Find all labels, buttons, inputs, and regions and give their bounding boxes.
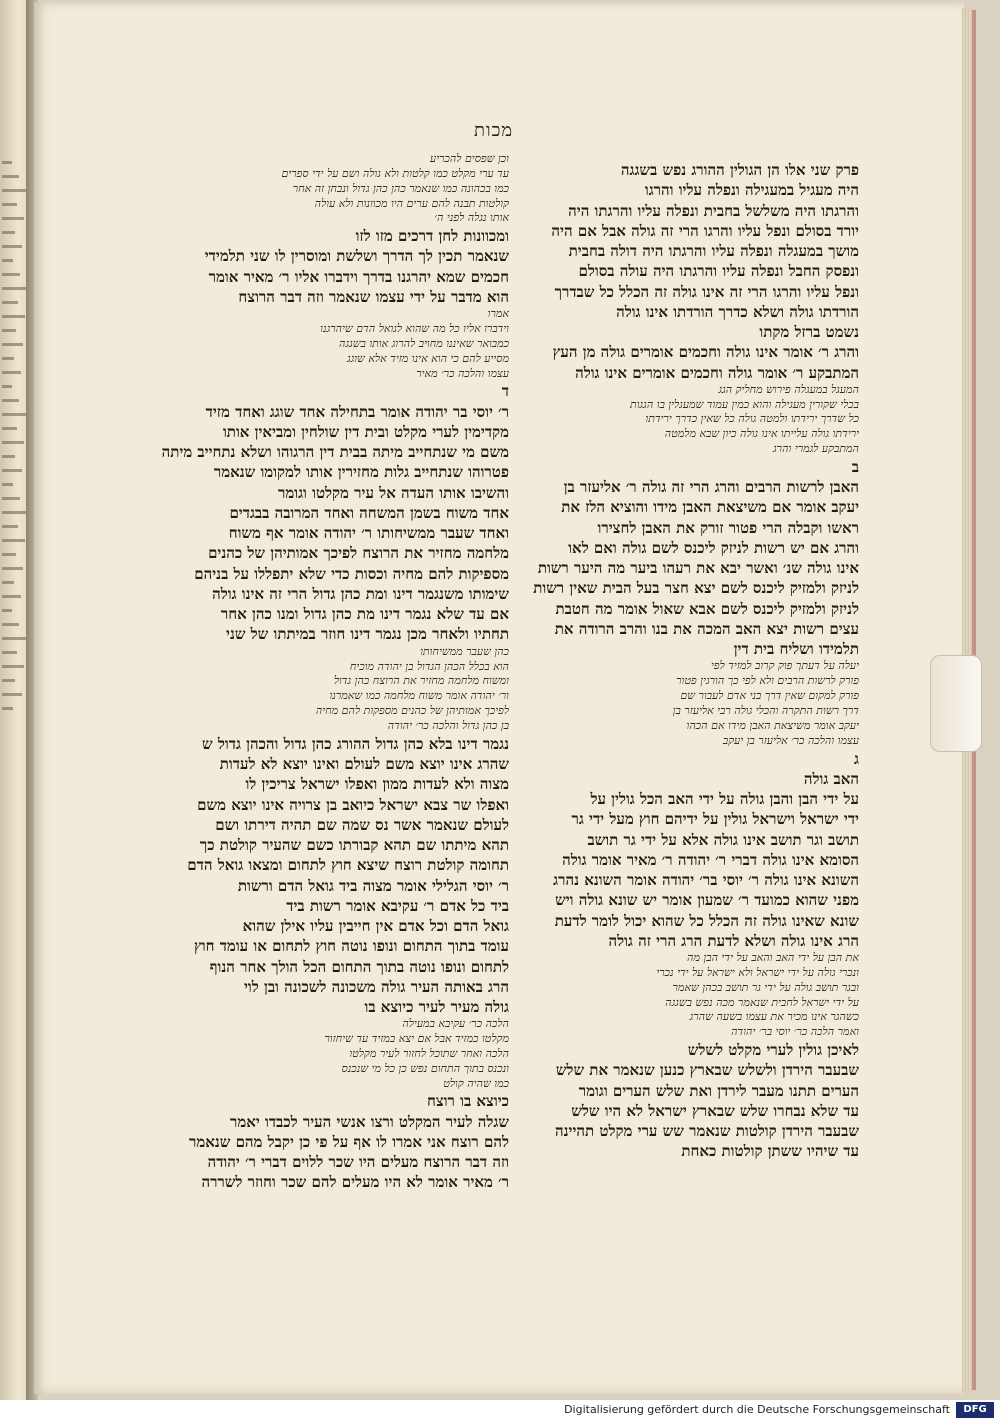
footer-bar bbox=[0, 1400, 1000, 1421]
left-page-line-fragment bbox=[2, 469, 22, 472]
text-line: לניזק ולמזיק ליכנס לשם יצא חצר בעל הבית שאין רשות bbox=[533, 579, 859, 598]
left-page-line-fragment bbox=[2, 427, 17, 430]
text-line: ד bbox=[501, 382, 509, 401]
bookmark-tab bbox=[930, 655, 982, 752]
text-line: מצוה ולא לעדות ממון ואפלו ישראל צריכין לו bbox=[245, 775, 509, 794]
commentary-line: אותו נגלה לפני ה׳ bbox=[434, 211, 509, 225]
commentary-line: ונכרי גולה על ידי ישראל ולא ישראל על ידי נכרי bbox=[656, 965, 859, 979]
left-page-line-fragment bbox=[2, 273, 20, 276]
text-line: והרג אם יש רשות לניזק ליכנס לשם גולה ואם לאו bbox=[568, 538, 859, 557]
commentary-line: ומשוח מלחמה מחזיר את הרוצח כהן גדול bbox=[333, 674, 509, 688]
text-line: שימותו משנגמר דינו ומת כהן גדול הרי זה אינו גולה bbox=[212, 584, 509, 603]
text-line: פרק שני אלו הן הגולין ההורג נפש בשגגה bbox=[620, 161, 859, 179]
left-page-line-fragment bbox=[2, 553, 16, 556]
commentary-line: כמבואר שאיננו מחויב להרוג אותו בשגגה bbox=[339, 336, 509, 350]
text-line: תלמידו ושליח בית דין bbox=[733, 640, 859, 659]
commentary-line: על ידי ישראל לחבית שנאמר מכה נפש בשגגה bbox=[665, 995, 859, 1009]
commentary-line: יעלה על דעתך פוק קרוב למזיד לפי bbox=[710, 659, 859, 673]
text-line: הורדתו גולה ושלא כדרך הורדתו אינו גולה bbox=[616, 302, 859, 321]
left-page-line-fragment bbox=[2, 665, 24, 668]
text-line: והשיבו אותו העדה אל עיר מקלטו וגומר bbox=[278, 483, 509, 502]
commentary-line: הלכה ואחר שתוכל לחזור לעיר מקלטו bbox=[349, 1046, 509, 1060]
text-line: עד שלא נבחרו שלש שבארץ ישראל לא היו שלש bbox=[571, 1101, 859, 1120]
text-line: וזה דבר הרוצח מעלים היו שכר ללוים דברי ר׳ יהודה bbox=[207, 1153, 509, 1172]
left-page-line-fragment bbox=[2, 511, 27, 514]
text-line: והרגתו היה משלשל בחבית ונפלה עליו והרגתו היה bbox=[568, 201, 859, 220]
text-line: תושב וגר תושב אינו גולה אלא על ידי גר תושב bbox=[587, 830, 859, 849]
left-page-line-fragment bbox=[2, 567, 23, 570]
text-line: על ידי הבן והבן גולה על ידי האב הכל גולין על bbox=[590, 790, 859, 809]
commentary-line: וידברו אליו כל מה שהוא לגואל הדם שיהרגנו bbox=[320, 322, 509, 336]
left-page-text-fragments bbox=[2, 150, 28, 721]
commentary-line: המעגל במעגלה פירוש מחליק הגג bbox=[718, 382, 859, 396]
left-page-line-fragment bbox=[2, 259, 13, 262]
text-line: חכמים שמא יהרגנו בדרך וידברו אליו ר׳ מאיר אומר bbox=[208, 267, 509, 286]
text-line: ביד כל אדם ר׳ עקיבא אומר רשות ביד bbox=[286, 896, 509, 915]
left-page-line-fragment bbox=[2, 441, 24, 444]
text-line: שהרג אינו יוצא משם לעולם ואינו יוצא לא לעדות bbox=[219, 755, 509, 773]
text-line: הערים תתנו מעבר לירדן ואת שלש הערים וגומר bbox=[578, 1081, 859, 1100]
left-page-line-fragment bbox=[2, 623, 19, 626]
commentary-line: מסייע להם כי הוא אינו מזיד אלא שוגג bbox=[346, 351, 509, 365]
left-page-line-fragment bbox=[2, 525, 18, 528]
text-line: עצים רשות יצא האב המכה את בנו והרב הרודה את bbox=[554, 619, 859, 638]
commentary-line: ואמר הלכה כר׳ יוסי בר׳ יהודה bbox=[731, 1025, 859, 1039]
text-line: אינו גולה שנ׳ ואשר יבא את רעהו ביער מה היער רשות bbox=[537, 559, 859, 578]
text-line: ר׳ מאיר אומר לא היו מעלים להם שכר וחוזר לשררה bbox=[201, 1173, 509, 1192]
text-line: ג bbox=[854, 749, 859, 768]
text-line: פטרוהו שנתחייב גלות מחזירין אותו למקומו שנאמר bbox=[213, 463, 509, 482]
text-line: ר׳ יוסי הגלילי אומר מצוה ביד גואל הדם ורשות bbox=[237, 876, 509, 895]
commentary-line: דרך רשות התקרה והכלי גולה רבי אליעזר בן bbox=[672, 704, 859, 717]
commentary-line: כהן שעבר ממשיחותו bbox=[420, 644, 509, 658]
commentary-line: פורק למקום שאין דרך בני אדם לעבור שם bbox=[680, 689, 859, 703]
text-line: שנאמר תכין לך הדרך ושלשת ומוסרין לו שני תלמידי bbox=[204, 247, 509, 266]
left-page-line-fragment bbox=[2, 455, 15, 458]
text-line: שבעבר הירדן ולשלש שבארץ כנען שנאמר את שלש bbox=[555, 1061, 859, 1080]
commentary-line: וכן שפסים להכריע bbox=[429, 152, 509, 165]
commentary-line: בכלי שקורין מעגילה והוא כמין עמוד שמעגלין בו הגגות bbox=[630, 397, 859, 411]
page bbox=[34, 2, 964, 1394]
commentary-line: ונכנס בתוך התחום נפש כן כל מי שנכנס bbox=[341, 1061, 509, 1075]
left-page-line-fragment bbox=[2, 581, 14, 584]
text-line: היה מעגיל במעגילה ונפלה עליו והרגו bbox=[644, 181, 859, 200]
commentary-line: הלכה כר׳ עקיבא במעילה bbox=[402, 1017, 509, 1031]
commentary-line: עצמו והלכה כר׳ אליעזר בן יעקב bbox=[722, 733, 859, 747]
left-page-line-fragment bbox=[2, 357, 14, 360]
right-text-column bbox=[514, 160, 859, 1162]
text-line: גולה מעיר לעיר כיוצא בו bbox=[364, 998, 509, 1016]
left-page-line-fragment bbox=[2, 413, 26, 416]
text-line: תחתיו ולאחר מכן נגמר דינו חוזר במיתתו של שני bbox=[226, 625, 509, 644]
commentary-line: יעקב אומר משיצאת האבן מידו אם הכהו bbox=[686, 718, 859, 732]
text-line: אם עד שלא נגמר דינו מת כהן גדול ומנו כהן אחר bbox=[220, 605, 509, 624]
text-line: ר׳ יוסי בר יהודה אומר בתחילה אחד שוגג ואחד מזיד bbox=[205, 402, 509, 421]
text-line: ומכוונות לחן דרכים מזו לזו bbox=[355, 227, 509, 246]
commentary-line: בן כהן גדול והלכה כר׳ יהודה bbox=[387, 718, 509, 732]
left-page-line-fragment bbox=[2, 315, 25, 318]
running-title: מכות bbox=[474, 120, 514, 141]
commentary-line: כמו שהיה קולט bbox=[443, 1076, 509, 1090]
text-line: ונפל עליו והרגו הרי זה אינו גולה זה הכלל כל שבדרך bbox=[554, 282, 859, 301]
commentary-line: את הבן על ידי האב והאב על ידי הבן מה bbox=[687, 951, 859, 965]
left-page-line-fragment bbox=[2, 679, 15, 682]
left-page-line-fragment bbox=[2, 637, 26, 640]
text-line: שבעבר הירדן קולטות שנאמר שש ערי מקלט תהיינה bbox=[555, 1122, 859, 1141]
left-page-line-fragment bbox=[2, 217, 24, 220]
left-page-line-fragment bbox=[2, 693, 22, 696]
text-line: לניזק ולמזיק ליכנס לשם אבא שאול אומר מה חטבת bbox=[555, 599, 859, 618]
text-line: לעולם שנאמר אשר נס שמה שם תהיה דירתו ושם bbox=[215, 815, 509, 834]
text-line: תחומה קולטת רוצח שיצא חוץ לתחום ומצאו גואל הדם bbox=[187, 856, 509, 875]
text-line: ואחד שעבר ממשיחותו ר׳ יהודה אומר אף משוח bbox=[228, 524, 509, 543]
left-page-line-fragment bbox=[2, 287, 27, 290]
text-line: כיוצא בו רוצח bbox=[426, 1092, 509, 1111]
text-line: לאיכן גולין לערי מקלט לשלש bbox=[687, 1041, 859, 1060]
left-page-line-fragment bbox=[2, 245, 22, 248]
left-page-line-fragment bbox=[2, 175, 19, 178]
text-line: ידי ישראל וישראל גולין על ידיהם חוץ מעל ידי גר bbox=[571, 810, 859, 829]
left-page-line-fragment bbox=[2, 343, 23, 346]
commentary-line: ירידתו גולה עלייתו אינו גולה כיון שבא מלמטה bbox=[664, 427, 859, 441]
funding-credit: Digitalisierung gefördert durch die Deutsche Forschungsgemeinschaft bbox=[564, 1403, 950, 1416]
left-page-line-fragment bbox=[2, 329, 16, 332]
text-line: אחד משוח בשמן המשחה ואחד המרובה בבגדים bbox=[229, 503, 509, 522]
text-line: השונא אינו גולה ר׳ יוסי בר׳ יהודה אומר השונא נהרג bbox=[553, 871, 859, 890]
text-line: ב bbox=[851, 457, 859, 476]
text-line: מספיקות להם מחיה וכסות כדי שלא יתפללו על בניהם bbox=[194, 564, 509, 583]
left-text-column bbox=[114, 152, 509, 1193]
commentary-line: ור׳ יהודה אומר משוח מלחמה כמו שאמרנו bbox=[329, 689, 509, 703]
left-page-line-fragment bbox=[2, 609, 12, 612]
text-line: מפני שהוא כמועד ר׳ שמעון אומר יש שונא גולה ויש bbox=[555, 891, 859, 910]
commentary-line: עד ערי מקלט כמו קלטות ולא גולה ושם על ידי ספרים bbox=[281, 166, 509, 180]
left-page-line-fragment bbox=[2, 161, 12, 164]
text-line: והרג ר׳ אומר אינו גולה וחכמים אומרים גולה מן העץ bbox=[552, 343, 859, 362]
left-page-line-fragment bbox=[2, 651, 17, 654]
left-page-line-fragment bbox=[2, 231, 15, 234]
left-page-line-fragment bbox=[2, 483, 13, 486]
text-line: נגמר דינו בלא כהן גדול ההורג כהן גדול והכהן גדול ש bbox=[202, 734, 509, 753]
left-page-line-fragment bbox=[2, 301, 18, 304]
commentary-line: המתבקע לגמרי והרג bbox=[773, 442, 859, 456]
text-line: הרג אינו גולה ושלא לדעת הרג הרי זה גולה bbox=[608, 931, 859, 950]
text-line: מושך במעגלה ונפלה עליו והרגתו היה דולה בחבית bbox=[568, 242, 859, 260]
text-line: הרג באותה העיר גולה משכונה לשכונה ובן לוי bbox=[243, 977, 509, 996]
text-line: האבן לרשות הרבים והרג הרי זה גולה ר׳ אליעזר בן bbox=[563, 478, 859, 497]
text-line: ואפלו שר צבא ישראל כיואב בן צרויה אינו יוצא משם bbox=[197, 795, 509, 814]
left-page-line-fragment bbox=[2, 497, 20, 500]
text-line: להם רוצח אני אמרו לו אף על פי כן יקבל מהם שנאמר bbox=[188, 1132, 509, 1151]
text-line: משם מי שנתחייב מיתה בבית דין הרגוהו ושלא נתחייב מיתה bbox=[161, 443, 509, 462]
text-line: המתבקע ר׳ אומר גולה וחכמים אומרים אינו גולה bbox=[575, 363, 859, 382]
commentary-line: הוא בכלל הכהן הגדול בן יהודה מוכיח bbox=[349, 659, 509, 673]
commentary-line: כמו בכהונה כמו שנאמר כהן כהן גדול ונבחן זה אחר bbox=[292, 181, 509, 195]
commentary-line: עצמו והלכה כר׳ מאיר bbox=[416, 366, 509, 380]
text-line: שונא שאינו גולה זה הכלל כל שהוא יכול לומר לדעת bbox=[554, 911, 859, 930]
text-line: גואל הדם וכל אדם אין חייבין עליו אילן שהוא bbox=[242, 917, 509, 935]
left-page-line-fragment bbox=[2, 189, 26, 192]
left-page-line-fragment bbox=[2, 203, 17, 206]
text-line: ראשו וקבלה הרי פטור זורק את האבן לחצירו bbox=[597, 518, 859, 537]
commentary-line: כשהגר אינו מכיר את עצמו בשעה שהרג bbox=[689, 1010, 859, 1024]
left-page-line-fragment bbox=[2, 539, 25, 542]
commentary-line: קולטות תבנה להם ערים היו מכוונות ולא עולה bbox=[314, 196, 509, 210]
text-line: הסומא אינו גולה דברי ר׳ יהודה ר׳ מאיר אומר גולה bbox=[562, 850, 859, 869]
text-line: ונפסק החבל ונפלה עליו והרגתו היה עולה בסולם bbox=[578, 262, 859, 281]
text-line: מקדימין לערי מקלט ובית דין שולחין ומביאין אותו bbox=[222, 422, 509, 441]
commentary-line: מקלטו כמזיד אבל אם יצא במזיד עד שיחזור bbox=[324, 1032, 509, 1046]
commentary-line: פורק לרשות הרבים ולא לפי כך הורגין פטור bbox=[676, 674, 859, 688]
text-line: מלחמה מחזיר את הרוצח לפיכך אמותיהן של כהנים bbox=[208, 544, 509, 563]
text-line: יעקב אומר אם משיצאת האבן מידו והוציא הלז את bbox=[561, 498, 859, 517]
commentary-line: אמרו bbox=[487, 307, 509, 321]
text-line: האב גולה bbox=[803, 769, 859, 788]
left-page-line-fragment bbox=[2, 707, 13, 710]
text-line: לתחום ונופו נוטה בתוך התחום הכל הולך אחר הנוף bbox=[209, 957, 509, 976]
left-page-line-fragment bbox=[2, 399, 19, 402]
text-line: יורד בסולם ונפל עליו והרגו הרי זה גולה אבל אם היה bbox=[551, 221, 859, 240]
text-line: שגלה לעיר המקלט ורצו אנשי העיר לכבדו יאמר bbox=[229, 1112, 509, 1131]
text-line: נשמט ברזל מקתו bbox=[759, 323, 859, 341]
text-line: עומד בתוך התחום ונופו נוטה חוץ לתחום או עומד חוץ bbox=[193, 937, 509, 956]
left-page-line-fragment bbox=[2, 371, 21, 374]
commentary-line: לפיכך אמותיהן של כהנים מספקות להם מחיה bbox=[315, 704, 509, 718]
text-line: תהא מיתתו שם תהא קבורתו כשם שהעיר קולטת כך bbox=[199, 836, 509, 854]
commentary-line: כל שדרך ירידתו ולמטה גולה כל שאין כדרך ירידתו bbox=[645, 412, 859, 426]
left-page-line-fragment bbox=[2, 595, 21, 598]
text-line: הוא מדבר על ידי עצמו שנאמר וזה דבר הרוצח bbox=[238, 287, 509, 306]
commentary-line: ובגר תושב גולה על ידי גר תושב בכהן שאמר bbox=[672, 980, 859, 994]
text-line: עד שיהיו ששתן קולטות כאחת bbox=[681, 1142, 859, 1161]
dfg-logo: DFG bbox=[956, 1402, 994, 1418]
left-page-line-fragment bbox=[2, 385, 12, 388]
